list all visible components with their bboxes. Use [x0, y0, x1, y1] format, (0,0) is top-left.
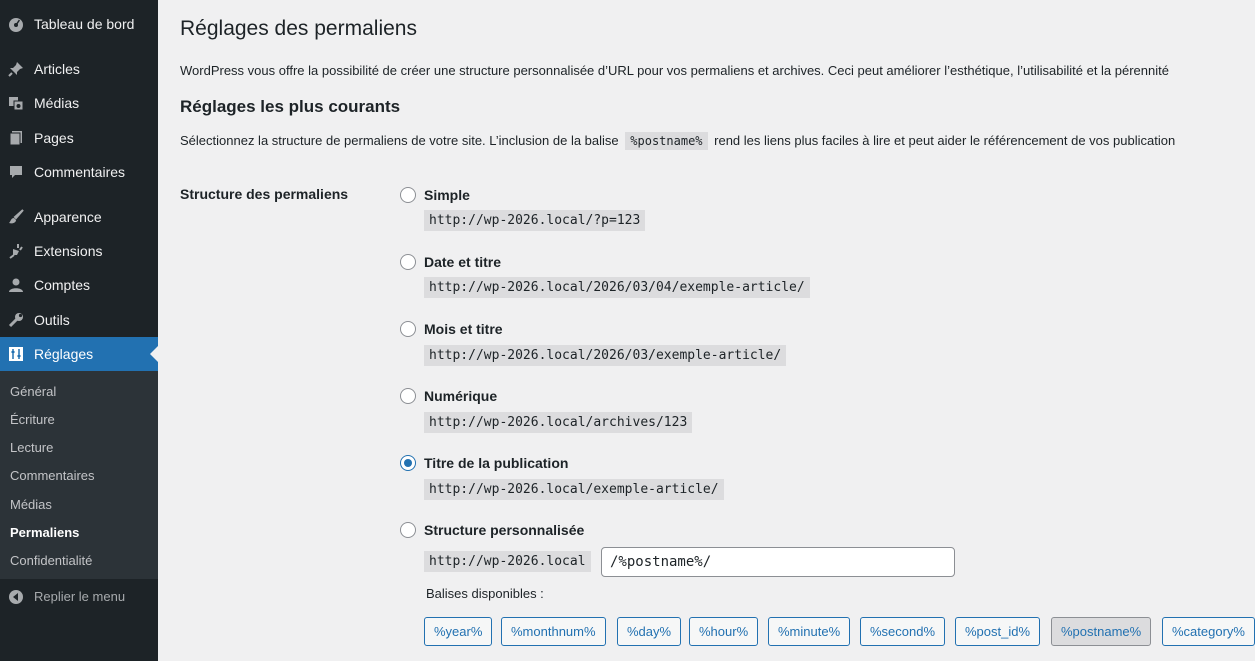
example-url-post-name: http://wp-2026.local/exemple-article/ [424, 479, 724, 500]
media-icon [8, 95, 24, 111]
available-tags-label: Balises disponibles : [426, 586, 544, 601]
example-url-simple: http://wp-2026.local/?p=123 [424, 210, 645, 231]
tag-button-post-id[interactable]: %post_id% [955, 617, 1040, 646]
intro-text: WordPress vous offre la possibilité de créer une structure personnalisée d’URL pour vos permaliens et archives. Ceci peut améliorer l’esthétique, l’utilisabilité et la pérennité [180, 63, 1169, 78]
tag-button-year[interactable]: %year% [424, 617, 492, 646]
option-label-month-name[interactable]: Mois et titre [424, 321, 503, 337]
main-content [158, 0, 1245, 661]
menu-item-plugins[interactable] [0, 234, 158, 268]
page-title: Réglages des permaliens [180, 17, 417, 40]
plugin-icon [8, 243, 24, 259]
custom-base-url: http://wp-2026.local [424, 551, 591, 572]
radio-day-name[interactable] [400, 254, 416, 270]
menu-item-medias[interactable] [0, 86, 158, 120]
menu-item-comments[interactable] [0, 155, 158, 189]
radio-simple[interactable] [400, 187, 416, 203]
option-label-day-name[interactable]: Date et titre [424, 254, 502, 270]
menu-label: Commentaires [34, 164, 126, 180]
menu-label: Pages [34, 130, 74, 146]
menu-item-dashboard[interactable] [0, 7, 158, 41]
example-url-numeric: http://wp-2026.local/archives/123 [424, 412, 692, 433]
tag-button-second[interactable]: %second% [860, 617, 945, 646]
menu-item-settings[interactable] [0, 337, 158, 371]
radio-custom-structure[interactable] [400, 522, 416, 538]
example-url-month-name: http://wp-2026.local/2026/03/exemple-article/ [424, 345, 786, 366]
tag-button-hour[interactable]: %hour% [689, 617, 758, 646]
comment-icon [8, 164, 24, 180]
menu-label: Médias [34, 95, 80, 111]
settings-sliders-icon [8, 346, 24, 362]
tag-button-monthnum[interactable]: %monthnum% [501, 617, 606, 646]
submenu-item-reading[interactable]: Lecture [10, 440, 54, 455]
submenu-item-permalinks[interactable]: Permaliens [10, 525, 80, 540]
option-label-custom-structure[interactable]: Structure personnalisée [424, 522, 585, 538]
menu-label: Comptes [34, 277, 91, 293]
option-label-simple[interactable]: Simple [424, 187, 470, 203]
pages-icon [8, 130, 24, 146]
description-text: Sélectionnez la structure de permaliens de votre site. L’inclusion de la balise [180, 133, 619, 148]
submenu-item-privacy[interactable]: Confidentialité [10, 553, 93, 568]
collapse-arrow-icon [8, 589, 24, 608]
description-text: rend les liens plus faciles à lire et peut aider le référencement de vos publication [714, 133, 1176, 148]
radio-month-name[interactable] [400, 321, 416, 337]
tag-button-category[interactable]: %category% [1162, 617, 1255, 646]
tag-button-minute[interactable]: %minute% [768, 617, 850, 646]
menu-label: Extensions [34, 243, 103, 259]
permalink-structure-label: Structure des permaliens [180, 186, 349, 202]
current-menu-arrow [150, 346, 158, 362]
submenu-item-discussion[interactable]: Commentaires [10, 468, 95, 483]
submenu-item-general[interactable]: Général [10, 384, 57, 399]
section-title: Réglages les plus courants [180, 97, 401, 116]
pin-icon [8, 61, 24, 77]
tag-button-postname[interactable]: %postname% [1051, 617, 1151, 646]
example-url-day-name: http://wp-2026.local/2026/03/04/exemple-article/ [424, 277, 810, 298]
custom-structure-input[interactable] [601, 547, 955, 577]
menu-item-appearance[interactable] [0, 200, 158, 234]
option-label-post-name[interactable]: Titre de la publication [424, 455, 569, 471]
menu-label: Articles [34, 61, 80, 77]
user-icon [8, 277, 24, 293]
submenu-item-writing[interactable]: Écriture [10, 412, 55, 427]
menu-item-tools[interactable] [0, 303, 158, 337]
settings-submenu [0, 371, 158, 579]
dashboard-icon [8, 16, 24, 32]
radio-post-name[interactable] [400, 455, 416, 471]
radio-numeric[interactable] [400, 388, 416, 404]
collapse-menu-button[interactable] [0, 584, 158, 610]
brush-icon [8, 209, 24, 225]
menu-label: Réglages [34, 346, 94, 362]
menu-item-pages[interactable] [0, 121, 158, 155]
collapse-label: Replier le menu [34, 589, 126, 604]
menu-item-articles[interactable] [0, 52, 158, 86]
admin-sidebar [0, 0, 158, 661]
tag-button-day[interactable]: %day% [617, 617, 681, 646]
menu-item-users[interactable] [0, 268, 158, 302]
wrench-icon [8, 312, 24, 328]
option-label-numeric[interactable]: Numérique [424, 388, 498, 404]
submenu-item-media[interactable]: Médias [10, 497, 52, 512]
menu-label: Outils [34, 312, 70, 328]
section-description [180, 133, 1175, 148]
postname-code: %postname% [625, 132, 707, 150]
menu-label: Apparence [34, 209, 102, 225]
menu-label: Tableau de bord [34, 16, 135, 32]
